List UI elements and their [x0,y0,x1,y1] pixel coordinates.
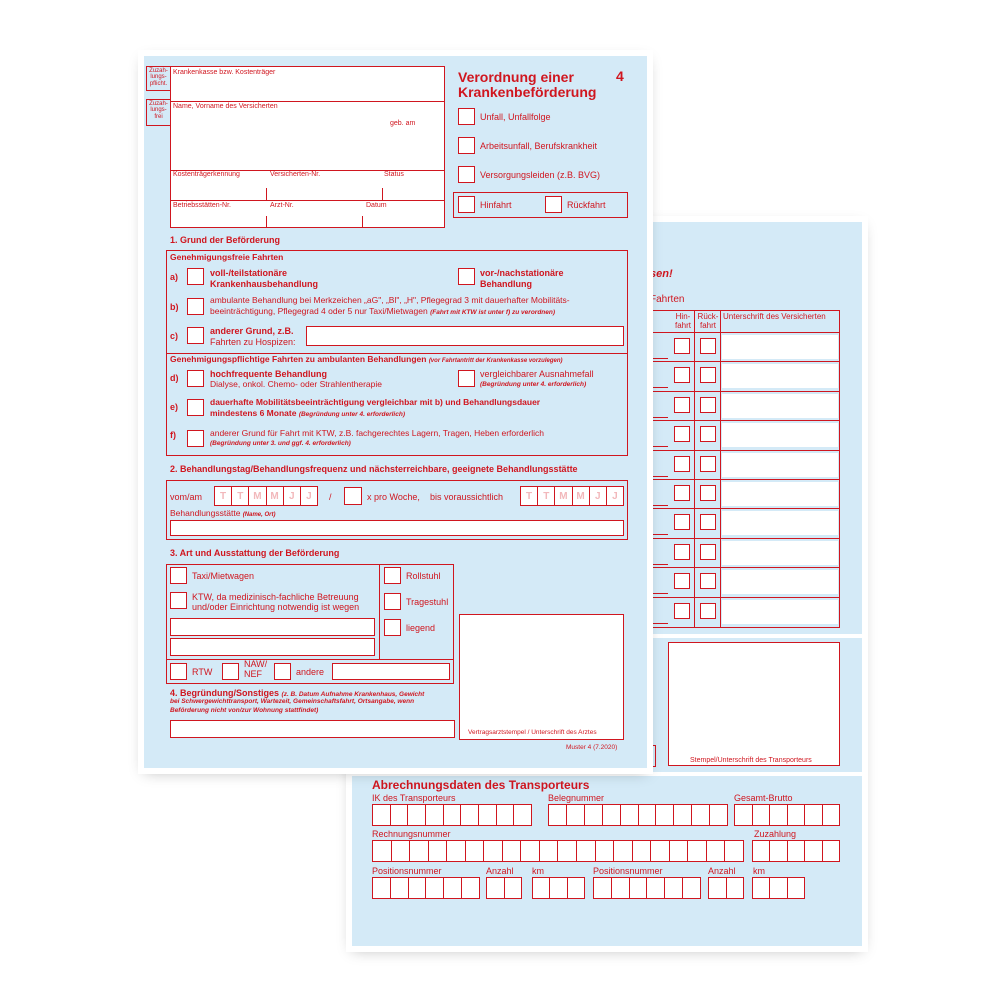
row-rueckfahrt-checkbox[interactable] [700,544,716,560]
table-row-divider [648,479,840,480]
row-stub-line [648,623,668,624]
b-text2a: beeinträchtigung, Pflegegrad 4 oder 5 nur Taxi/Mietwagen [210,306,428,316]
row-signature-field[interactable] [722,453,838,477]
transporter-stamp-label: Stempel/Unterschrift des Transporteurs [690,757,812,764]
versorgungsleiden-label: Versorgungsleiden (z.B. BVG) [480,170,601,180]
km2-cells[interactable] [752,877,805,899]
liegend-checkbox[interactable] [384,619,401,636]
versorgungsleiden-checkbox[interactable] [458,166,475,183]
table-row-divider [648,420,840,421]
row-signature-field[interactable] [722,482,838,506]
taxi-checkbox[interactable] [170,567,187,584]
row-stub-line [648,387,668,388]
row-signature-field[interactable] [722,541,838,565]
hospiz-input[interactable] [306,326,624,346]
row-stub-line [648,358,668,359]
km2-label: km [753,866,765,876]
bis-date-cells[interactable]: T T M M J J [520,486,624,506]
b-text2b: (Fahrt mit KTW ist unter f) zu verordnen) [430,309,556,316]
km1-cells[interactable] [532,877,585,899]
unfall-checkbox[interactable] [458,108,475,125]
begruendung-input[interactable] [170,720,455,738]
vornachstationaer-checkbox[interactable] [458,268,475,285]
tragestuhl-label: Tragestuhl [406,597,449,607]
pro-woche-label: x pro Woche, [367,492,420,502]
row-signature-field[interactable] [722,335,838,359]
name-label: Name, Vorname des Versicherten [173,103,278,110]
section3-title: 3. Art und Ausstattung der Beförderung [170,548,340,558]
row-rueckfahrt-checkbox[interactable] [700,456,716,472]
c-letter: c) [170,331,179,341]
transporter-stamp-box[interactable] [668,642,840,766]
e-text2a: mindestens 6 Monate [210,408,297,418]
position1-label: Positionsnummer [372,866,442,876]
beleg-label: Belegnummer [548,793,605,803]
hinfahrt-checkbox[interactable] [458,196,475,213]
row-hinfahrt-checkbox[interactable] [674,514,690,530]
table-row-divider [648,508,840,509]
e-letter: e) [170,402,179,412]
andere-checkbox[interactable] [274,663,291,680]
kostentraeger-label: Kostenträgerkennung [173,171,240,178]
row-stub-line [648,534,668,535]
row-stub-line [648,564,668,565]
b-letter: b) [170,302,179,312]
row-hinfahrt-checkbox[interactable] [674,456,690,472]
approval-note: (vor Fahrtantritt der Krankenkasse vorzulegen) [428,358,563,364]
form-title-line2: Krankenbeförderung [458,84,597,100]
table-row-divider [648,450,840,451]
row-stub-line [648,476,668,477]
e-text2 [210,409,405,419]
d2-text1: vergleichbarer Ausnahmefall [480,369,594,379]
ktw-grund-checkbox[interactable] [187,430,204,447]
row-rueckfahrt-checkbox[interactable] [700,603,716,619]
section4-note3: Beförderung nicht von/zur Wohnung stattfindet) [170,707,319,714]
section4-title-text: 4. Begründung/Sonstiges [170,688,280,698]
header-hinfahrt: Hin- fahrt [674,312,691,331]
row-stub-line [648,505,668,506]
a2-text2: Behandlung [480,279,532,289]
row-hinfahrt-checkbox[interactable] [674,367,690,383]
zuzahlung-label: Zuzahlung [754,829,797,839]
row-signature-field[interactable] [722,600,838,624]
bis-label: bis voraussichtlich [430,492,504,502]
table-row-divider [648,332,840,333]
row-rueckfahrt-checkbox[interactable] [700,426,716,442]
arbeitsunfall-checkbox[interactable] [458,137,475,154]
arbeitsunfall-label: Arbeitsunfall, Berufskrankheit [480,141,598,151]
kasse-label: Krankenkasse bzw. Kostenträger [173,69,276,76]
andere-input[interactable] [332,663,450,680]
front-sheet [144,56,647,768]
table-row-divider [648,567,840,568]
staette-input[interactable] [170,520,624,536]
vom-date-cells[interactable]: T T M M J J [214,486,318,506]
approval-trips-title [170,355,563,365]
hochfrequent-checkbox[interactable] [187,370,204,387]
staette-label [170,509,275,519]
row-hinfahrt-checkbox[interactable] [674,426,690,442]
table-row-divider [648,391,840,392]
tragestuhl-checkbox[interactable] [384,593,401,610]
a-text1: voll-/teilstationäre [210,268,288,278]
staette-note: (Name, Ort) [242,512,276,518]
e-text2b: (Begründung unter 4. erforderlich) [298,411,405,418]
position2-label: Positionsnummer [593,866,663,876]
muster-label: Muster 4 (7.2020) [566,744,618,751]
f-text1-span: anderer Grund für Fahrt mit KTW, z.B. fachgerechtes Lagern, Tragen, Heben erforderlich [210,428,545,438]
naw-checkbox[interactable] [222,663,239,680]
rueckfahrt-checkbox[interactable] [545,196,562,213]
a-letter: a) [170,272,179,282]
f-text2: (Begründung unter 3. und ggf. 4. erforderlich) [210,440,351,447]
taxi-label: Taxi/Mietwagen [192,571,255,581]
gesamt-label: Gesamt-Brutto [734,793,793,803]
gesamt-cells[interactable] [734,804,840,826]
section4-title [170,688,424,698]
section2-title: 2. Behandlungstag/Behandlungsfrequenz und nächsterreichbare, geeignete Behandlungsstätte [170,464,578,474]
doctor-stamp-box[interactable] [459,614,624,740]
versnr-label: Versicherten-Nr. [270,171,321,178]
unfall-label: Unfall, Unfallfolge [480,112,551,122]
row-stub-line [648,446,668,447]
row-hinfahrt-checkbox[interactable] [674,397,690,413]
section1-title: 1. Grund der Beförderung [170,235,281,245]
geb-label: geb. am [390,120,416,127]
c-text2: Fahrten zu Hospizen: [210,337,296,347]
naw-label: NAW/ NEF [244,659,268,679]
f-text1 [210,429,544,439]
stationaer-checkbox[interactable] [187,268,204,285]
a2-text1: vor-/nachstationäre [480,268,564,278]
form-number: 4 [616,68,624,84]
slash-sep: / [329,492,332,502]
row-rueckfahrt-checkbox[interactable] [700,514,716,530]
row-signature-field[interactable] [722,511,838,535]
free-trips-title: Genehmigungsfreie Fahrten [170,252,284,262]
row-rueckfahrt-checkbox[interactable] [700,485,716,501]
row-hinfahrt-checkbox[interactable] [674,603,690,619]
partial-section: Fahrten [650,294,685,305]
rueckfahrt-label: Rückfahrt [567,200,606,210]
status-label: Status [384,171,404,178]
partial-title: sen! [650,268,673,280]
ktw-text2: und/oder Einrichtung notwendig ist wegen [192,602,360,612]
row-hinfahrt-checkbox[interactable] [674,338,690,354]
vom-label: vom/am [170,492,203,502]
ktw-reason-input2[interactable] [170,638,375,656]
position2-cells[interactable] [593,877,701,899]
row-hinfahrt-checkbox[interactable] [674,485,690,501]
ausnahmefall-checkbox[interactable] [458,370,475,387]
datum-label: Datum [366,202,387,209]
rechnung-label: Rechnungsnummer [372,829,451,839]
zuzahlungspflicht-label: Zuzah- lungs- pflicht. [149,68,168,87]
table-row-divider [648,597,840,598]
row-rueckfahrt-checkbox[interactable] [700,367,716,383]
table-row-divider [648,361,840,362]
row-rueckfahrt-checkbox[interactable] [700,338,716,354]
row-signature-field[interactable] [722,570,838,594]
anzahl2-label: Anzahl [708,866,736,876]
zuzahlung-cells[interactable] [752,840,840,862]
beleg-cells[interactable] [548,804,728,826]
frequency-box[interactable] [344,487,362,505]
doctor-stamp-label: Vertragsarztstempel / Unterschrift des Arztes [468,729,597,736]
d-text1: hochfrequente Behandlung [210,369,327,379]
row-signature-field[interactable] [722,394,838,418]
a-text2: Krankenhausbehandlung [210,279,319,289]
row-signature-field[interactable] [722,423,838,447]
zuzahlungsfrei-label: Zuzah- lungs- frei [149,101,168,120]
anzahl2-cells[interactable] [708,877,744,899]
mobilitaet-checkbox[interactable] [187,399,204,416]
liegend-label: liegend [406,623,436,633]
row-rueckfahrt-checkbox[interactable] [700,573,716,589]
ambulant-checkbox[interactable] [187,298,204,315]
anzahl1-label: Anzahl [486,866,514,876]
rtw-checkbox[interactable] [170,663,187,680]
rtw-label: RTW [192,667,213,677]
approval-title-text: Genehmigungspflichtige Fahrten zu ambulanten Behandlungen [170,354,427,364]
ktw-checkbox[interactable] [170,592,187,609]
row-rueckfahrt-checkbox[interactable] [700,397,716,413]
arztnr-label: Arzt-Nr. [270,202,294,209]
row-hinfahrt-checkbox[interactable] [674,544,690,560]
billing-title: Abrechnungsdaten des Transporteurs [372,778,590,792]
form-title-line1: Verordnung einer [458,69,574,85]
d2-text2: (Begründung unter 4. erforderlich) [480,381,587,388]
anzahl1-cells[interactable] [486,877,522,899]
e-text1: dauerhafte Mobilitätsbeeinträchtigung vergleichbar mit b) und Behandlungsdauer [210,397,541,407]
ik-label: IK des Transporteurs [372,793,456,803]
andererGrund-checkbox[interactable] [187,327,204,344]
bsnr-label: Betriebsstätten-Nr. [173,202,231,209]
row-stub-line [648,417,668,418]
section4-note2: bei Schwergewichttransport, Wartezeit, Gemeinschaftsfahrt, Ortsangabe, wenn [170,698,415,705]
position1-cells[interactable] [372,877,480,899]
b-text2 [210,307,555,317]
row-hinfahrt-checkbox[interactable] [674,573,690,589]
f-letter: f) [170,430,176,440]
c-text1: anderer Grund, z.B. [210,326,294,336]
rechnung-cells[interactable] [372,840,744,862]
km1-label: km [532,866,544,876]
rollstuhl-checkbox[interactable] [384,567,401,584]
staette-text: Behandlungsstätte [170,508,241,518]
ktw-reason-input1[interactable] [170,618,375,636]
header-rueckfahrt: Rück- fahrt [697,312,719,331]
andere-label: andere [296,667,325,677]
ik-cells[interactable] [372,804,532,826]
row-signature-field[interactable] [722,364,838,388]
row-stub-line [648,593,668,594]
d-text2: Dialyse, onkol. Chemo- oder Strahlentherapie [210,379,382,389]
header-signature: Unterschrift des Versicherten [723,312,826,321]
section4-note1: (z. B. Datum Aufnahme Krankenhaus, Gewicht [281,691,425,698]
table-row-divider [648,538,840,539]
d-letter: d) [170,373,179,383]
hinfahrt-label: Hinfahrt [480,200,512,210]
ktw-text1: KTW, da medizinisch-fachliche Betreuung [192,592,359,602]
rollstuhl-label: Rollstuhl [406,571,441,581]
b-text1: ambulante Behandlung bei Merkzeichen „aG", „Bl", „H", Pflegegrad 3 mit dauerhafter Mobilitäts- [210,295,570,305]
